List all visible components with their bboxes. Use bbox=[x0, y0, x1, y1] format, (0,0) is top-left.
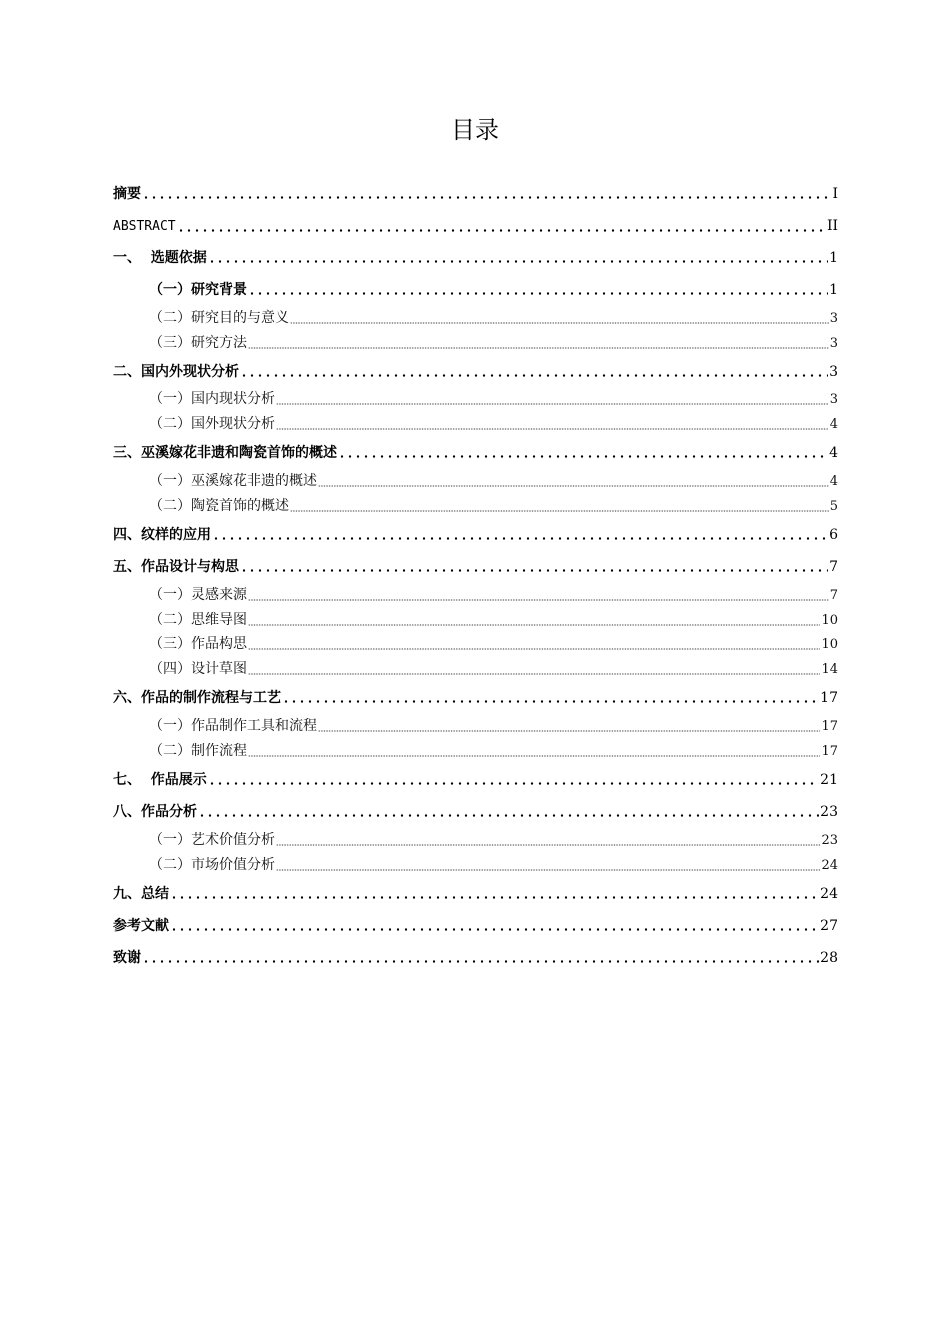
toc-entry-page: 17 bbox=[821, 744, 838, 759]
toc-entry-page: 6 bbox=[829, 527, 838, 543]
dot-leader bbox=[338, 455, 828, 458]
toc-entry-label: （二）思维导图 bbox=[149, 612, 247, 628]
toc-entry-chapter-9[interactable] bbox=[113, 884, 838, 904]
dot-leader bbox=[240, 374, 828, 377]
toc-entry-page: 24 bbox=[821, 858, 838, 873]
toc-entry-abstract-cn[interactable] bbox=[113, 184, 838, 204]
toc-entry-2-2[interactable] bbox=[113, 414, 838, 435]
toc-entry-page: 3 bbox=[829, 364, 838, 380]
toc-entry-label: 三、巫溪嫁花非遗和陶瓷首饰的概述 bbox=[113, 445, 337, 461]
toc-entry-6-2[interactable] bbox=[113, 741, 838, 762]
toc-entry-chapter-1[interactable] bbox=[113, 248, 838, 268]
toc-entry-page: 21 bbox=[820, 772, 838, 788]
toc-entry-label: （二）陶瓷首饰的概述 bbox=[149, 498, 289, 514]
toc-entry-page: 10 bbox=[821, 637, 838, 652]
dot-leader bbox=[177, 229, 826, 232]
dot-leader bbox=[170, 928, 819, 931]
toc-entry-page: 1 bbox=[829, 282, 838, 298]
toc-entry-chapter-7[interactable] bbox=[113, 770, 838, 790]
toc-entry-label: 二、国内外现状分析 bbox=[113, 364, 239, 380]
toc-entry-label: （二）国外现状分析 bbox=[149, 416, 275, 432]
toc-entry-chapter-8[interactable] bbox=[113, 802, 838, 822]
toc-entry-page: 4 bbox=[829, 445, 838, 461]
dot-leader bbox=[248, 648, 820, 650]
toc-entry-chapter-4[interactable] bbox=[113, 525, 838, 545]
toc-entry-page: 27 bbox=[820, 918, 838, 934]
dot-leader bbox=[318, 730, 820, 732]
page-title: 目录 bbox=[451, 116, 499, 144]
toc-entry-label: 八、作品分析 bbox=[113, 804, 197, 820]
toc-entry-label: （一）国内现状分析 bbox=[149, 391, 275, 407]
dot-leader bbox=[142, 196, 831, 199]
toc-entry-1-1[interactable] bbox=[113, 280, 838, 300]
toc-entry-page: 1 bbox=[829, 250, 838, 266]
table-of-contents bbox=[113, 0, 838, 1344]
dot-leader bbox=[198, 814, 819, 817]
toc-entry-page: 28 bbox=[820, 950, 838, 966]
toc-entry-chapter-5[interactable] bbox=[113, 557, 838, 577]
toc-entry-chapter-3[interactable] bbox=[113, 443, 838, 463]
dot-leader bbox=[208, 782, 819, 785]
toc-entry-page: 4 bbox=[829, 474, 838, 489]
toc-entry-5-3[interactable] bbox=[113, 634, 838, 655]
dot-leader bbox=[276, 869, 820, 871]
dot-leader bbox=[248, 673, 820, 675]
toc-entry-label: 六、作品的制作流程与工艺 bbox=[113, 690, 281, 706]
toc-entry-2-1[interactable] bbox=[113, 389, 838, 410]
dot-leader bbox=[276, 428, 829, 430]
dot-leader bbox=[208, 260, 828, 263]
toc-entry-abstract-en[interactable] bbox=[113, 216, 838, 237]
dot-leader bbox=[248, 347, 829, 349]
dot-leader bbox=[248, 292, 828, 295]
toc-entry-page: 7 bbox=[829, 559, 838, 575]
toc-entry-label: 一、 选题依据 bbox=[113, 250, 207, 266]
toc-entry-label: （二）制作流程 bbox=[149, 743, 247, 759]
toc-entry-chapter-6[interactable] bbox=[113, 688, 838, 708]
dot-leader bbox=[290, 322, 829, 324]
toc-entry-page: 3 bbox=[829, 392, 838, 407]
toc-entry-3-2[interactable] bbox=[113, 496, 838, 517]
toc-entry-label: （一）艺术价值分析 bbox=[149, 832, 275, 848]
toc-entry-3-1[interactable] bbox=[113, 471, 838, 492]
toc-entry-label: （一）作品制作工具和流程 bbox=[149, 718, 317, 734]
toc-entry-label: ABSTRACT bbox=[113, 219, 176, 234]
toc-entry-label: 摘要 bbox=[113, 186, 141, 202]
toc-entry-1-2[interactable] bbox=[113, 308, 838, 329]
toc-entry-page: 14 bbox=[821, 662, 838, 677]
toc-entry-label: （二）市场价值分析 bbox=[149, 857, 275, 873]
dot-leader bbox=[276, 844, 820, 846]
toc-entry-acknowledgements[interactable] bbox=[113, 948, 838, 968]
dot-leader bbox=[282, 700, 819, 703]
dot-leader bbox=[318, 485, 829, 487]
dot-leader bbox=[276, 403, 829, 405]
toc-entry-label: 七、 作品展示 bbox=[113, 772, 207, 788]
toc-entry-page: 5 bbox=[829, 499, 838, 514]
toc-entry-1-3[interactable] bbox=[113, 333, 838, 354]
toc-entry-8-1[interactable] bbox=[113, 830, 838, 851]
toc-entry-chapter-2[interactable] bbox=[113, 362, 838, 382]
toc-entry-page: 24 bbox=[820, 886, 838, 902]
toc-entry-page: II bbox=[826, 218, 838, 234]
toc-entry-page: I bbox=[832, 186, 838, 202]
toc-entry-label: 五、作品设计与构思 bbox=[113, 559, 239, 575]
toc-entry-page: 23 bbox=[820, 804, 838, 820]
toc-entry-page: 17 bbox=[820, 690, 838, 706]
toc-entry-page: 10 bbox=[821, 613, 838, 628]
dot-leader bbox=[248, 599, 829, 601]
toc-entry-8-2[interactable] bbox=[113, 855, 838, 876]
dot-leader bbox=[240, 569, 828, 572]
dot-leader bbox=[248, 755, 820, 757]
toc-entry-page: 3 bbox=[829, 336, 838, 351]
dot-leader bbox=[248, 624, 820, 626]
toc-entry-label: （三）作品构思 bbox=[149, 636, 247, 652]
toc-entry-5-1[interactable] bbox=[113, 585, 838, 606]
toc-entry-label: （一）灵感来源 bbox=[149, 587, 247, 603]
toc-entry-5-2[interactable] bbox=[113, 610, 838, 631]
toc-entry-label: （四）设计草图 bbox=[149, 661, 247, 677]
toc-entry-6-1[interactable] bbox=[113, 716, 838, 737]
toc-entry-page: 3 bbox=[829, 311, 838, 326]
toc-entry-label: （一）研究背景 bbox=[149, 282, 247, 298]
toc-entry-page: 7 bbox=[829, 588, 838, 603]
dot-leader bbox=[142, 960, 819, 963]
toc-entry-page: 17 bbox=[821, 719, 838, 734]
toc-entry-label: 四、纹样的应用 bbox=[113, 527, 211, 543]
toc-entry-label: （二）研究目的与意义 bbox=[149, 310, 289, 326]
dot-leader bbox=[212, 537, 828, 540]
toc-entry-page: 23 bbox=[821, 833, 838, 848]
toc-entry-5-4[interactable] bbox=[113, 659, 838, 680]
toc-entry-label: 致谢 bbox=[113, 950, 141, 966]
dot-leader bbox=[290, 510, 829, 512]
toc-entry-label: （三）研究方法 bbox=[149, 335, 247, 351]
dot-leader bbox=[170, 896, 819, 899]
toc-entry-references[interactable] bbox=[113, 916, 838, 936]
toc-entry-label: （一）巫溪嫁花非遗的概述 bbox=[149, 473, 317, 489]
toc-entry-label: 九、总结 bbox=[113, 886, 169, 902]
toc-entry-page: 4 bbox=[829, 417, 838, 432]
toc-entry-label: 参考文献 bbox=[113, 918, 169, 934]
